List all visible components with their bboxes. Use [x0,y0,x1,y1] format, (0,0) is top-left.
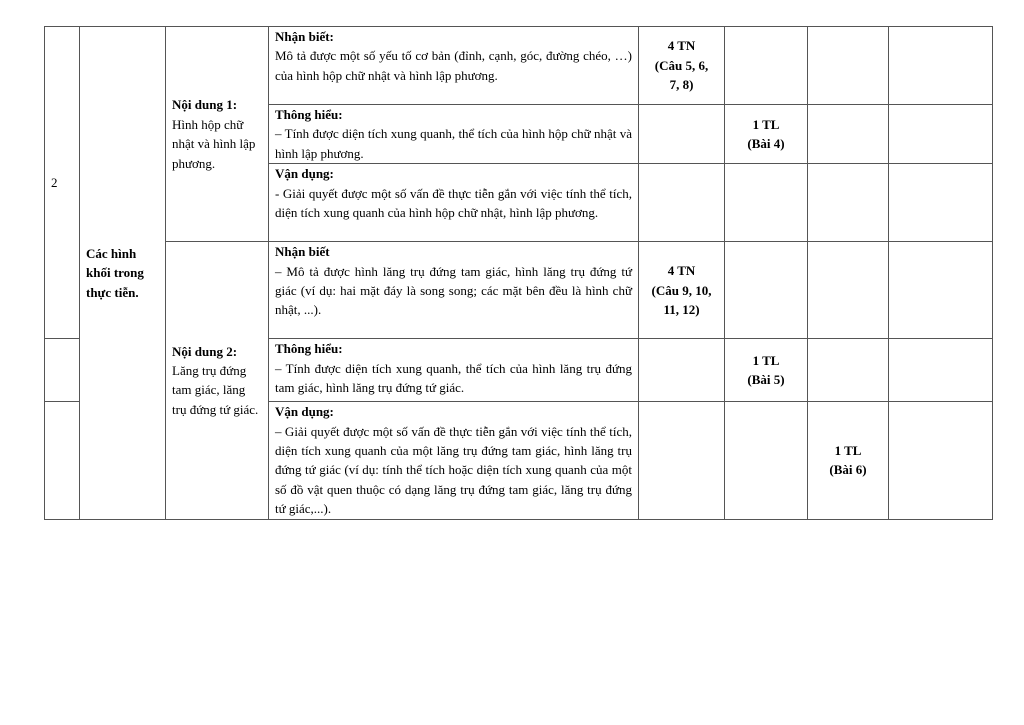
application-cell [808,402,889,519]
spec-matrix-table [44,26,993,520]
row-number-cell [45,402,80,519]
content-2-text: Lăng trụ đứng tam giác, lăng trụ đứng tứ giác. [172,363,259,417]
question-ref: 7, 8) [669,77,694,93]
requirement-cell [269,164,639,242]
topic-cell [80,27,166,520]
requirement-text: – Tính được diện tích xung quanh, thể tích của hình hộp chữ nhật và hình lập phương. [275,126,632,161]
table-row [45,27,993,105]
requirement-text: Mô tả được một số yếu tố cơ bản (đỉnh, cạnh, góc, đường chéo, …) của hình hộp chữ nhật và hình lập phương. [275,48,632,83]
question-ref: (Bài 5) [747,372,785,388]
question-count: 1 TL [752,116,780,132]
high-application-cell [889,27,993,105]
application-cell [808,339,889,402]
understanding-cell [725,164,808,242]
requirement-cell [269,105,639,164]
understanding-cell [725,402,808,519]
question-ref: 11, 12) [663,301,700,317]
requirement-text: - Giải quyết được một số vấn đề thực tiễn gắn với việc tính thể tích, diện tích xung quanh của hình hộp chữ nhật, hình lập phương. [275,185,632,221]
row-number-cell [45,339,80,402]
question-ref: (Bài 6) [829,462,867,478]
question-count: 4 TN [667,38,696,54]
recognition-cell [639,242,725,339]
row-number-cell [45,27,80,339]
recognition-cell [639,164,725,242]
requirement-cell [269,339,639,402]
content-1-cell [166,27,269,242]
high-application-cell [889,339,993,402]
topic-text: Các hình khối trong thực tiễn. [86,245,144,300]
question-ref: (Bài 4) [747,136,785,152]
level-label: Thông hiểu: [275,107,343,122]
question-count: 4 TN [667,263,696,279]
level-label: Vận dụng: [275,166,334,182]
content-1-title: Nội dung 1: [172,97,238,113]
high-application-cell [889,164,993,242]
recognition-cell [639,105,725,164]
recognition-cell [639,402,725,519]
application-cell [808,164,889,242]
recognition-cell [639,27,725,105]
level-label: Thông hiểu: [275,341,343,357]
high-application-cell [889,402,993,519]
application-cell [808,242,889,339]
requirement-cell [269,402,639,519]
understanding-cell [725,339,808,402]
level-label: Nhận biết: [275,29,334,44]
question-count: 1 TL [834,443,862,459]
row-number: 2 [51,174,58,190]
level-label: Vận dụng: [275,404,334,420]
understanding-cell [725,242,808,339]
requirement-text: – Tính được diện tích xung quanh, thể tích của hình lăng trụ đứng tam giác, hình lăng trụ đứng tứ giác. [275,360,632,396]
question-ref: (Câu 9, 10, [651,282,712,298]
high-application-cell [889,105,993,164]
understanding-cell [725,105,808,164]
content-2-cell [166,242,269,519]
requirement-cell [269,27,639,105]
table-row [45,242,993,339]
requirement-text: – Mô tả được hình lăng trụ đứng tam giác, hình lăng trụ đứng tứ giác (ví dụ: hai mặt đáy là song song; các mặt bên đều là hình chữ nhật, ...). [275,263,632,318]
requirement-cell [269,242,639,339]
question-ref: (Câu 5, 6, [654,57,709,73]
recognition-cell [639,339,725,402]
level-label: Nhận biết [275,244,330,260]
requirement-text: – Giải quyết được một số vấn đề thực tiễn gắn với việc tính thể tích, diện tích xung quanh của một lăng trụ đứng tam giác, hình lăng trụ đứng tứ giác (ví dụ: tính thể tích hoặc diện tích xung quanh của một số đồ vật quen thuộc có dạng lăng trụ đứng tam giác, lăng trụ đứng tứ giác,...). [275,423,632,517]
content-2-title: Nội dung 2: [172,343,238,359]
understanding-cell [725,27,808,105]
high-application-cell [889,242,993,339]
question-count: 1 TL [752,352,780,368]
application-cell [808,105,889,164]
application-cell [808,27,889,105]
content-1-text: Hình hộp chữ nhật và hình lập phương. [172,116,256,171]
